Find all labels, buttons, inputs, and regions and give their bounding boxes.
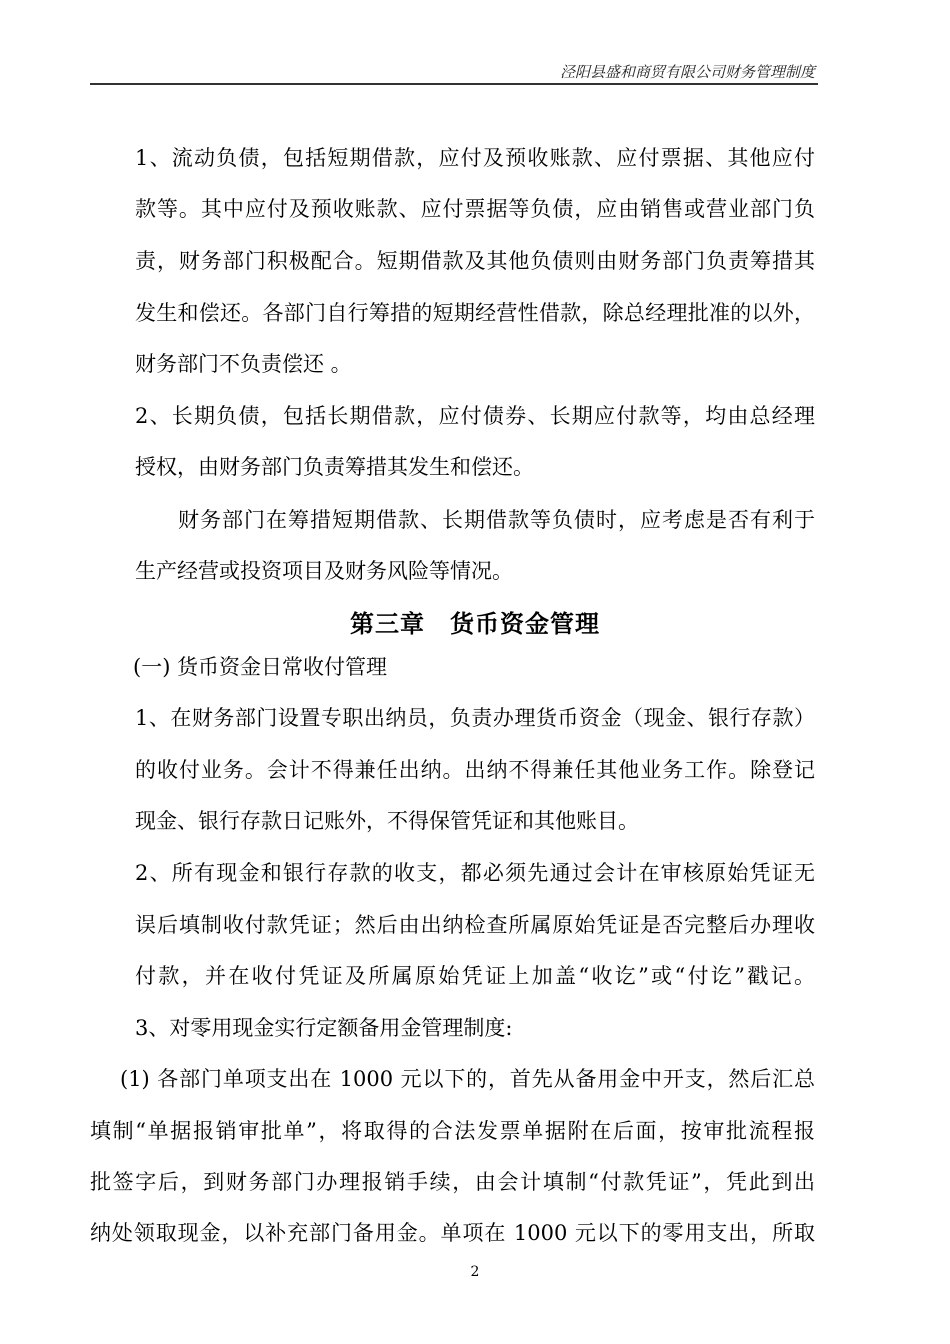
body-line: 2、长期负债，包括长期借款，应付债券、长期应付款等，均由总经理: [135, 404, 815, 428]
body-line: 款等。其中应付及预收账款、应付票据等负债，应由销售或营业部门负: [135, 197, 815, 221]
page-number: 2: [470, 1264, 480, 1280]
body-line: 责，财务部门积极配合。短期借款及其他负债则由财务部门负责筹措其: [135, 249, 815, 273]
body-line: (1) 各部门单项支出在 1000 元以下的，首先从备用金中开支，然后汇总: [120, 1067, 815, 1091]
running-header: 泾阳县盛和商贸有限公司财务管理制度: [559, 63, 815, 81]
body-line: 批签字后，到财务部门办理报销手续，由会计填制“付款凭证”，凭此到出: [90, 1170, 815, 1194]
section-heading: (一) 货币资金日常收付管理: [133, 655, 388, 679]
body-line: 2、所有现金和银行存款的收支，都必须先通过会计在审核原始凭证无: [135, 861, 815, 885]
body-line: 1、在财务部门设置专职出纳员，负责办理货币资金（现金、银行存款）: [135, 706, 815, 730]
body-line: 发生和偿还。各部门自行筹措的短期经营性借款，除总经理批准的以外，: [135, 301, 815, 325]
body-line: 填制“单据报销审批单”，将取得的合法发票单据附在后面，按审批流程报: [90, 1119, 815, 1143]
body-line: 财务部门不负责偿还 。: [135, 352, 352, 376]
body-line: 现金、银行存款日记账外，不得保管凭证和其他账目。: [135, 809, 639, 833]
header-rule: [90, 83, 818, 85]
body-line: 1、流动负债，包括短期借款，应付及预收账款、应付票据、其他应付: [135, 146, 815, 170]
body-line: 纳处领取现金，以补充部门备用金。单项在 1000 元以下的零用支出，所取: [90, 1221, 815, 1245]
body-line: 生产经营或投资项目及财务风险等情况。: [135, 559, 513, 583]
body-line: 付款，并在收付凭证及所属原始凭证上加盖“收讫”或“付讫”戳记。: [135, 964, 815, 988]
body-line: 3、对零用现金实行定额备用金管理制度:: [135, 1016, 513, 1040]
body-line: 误后填制收付款凭证；然后由出纳检查所属原始凭证是否完整后办理收: [135, 913, 815, 937]
body-line: 授权，由财务部门负责筹措其发生和偿还。: [135, 455, 534, 479]
body-line: 财务部门在筹措短期借款、长期借款等负债时，应考虑是否有利于: [178, 508, 815, 532]
body-line: 的收付业务。会计不得兼任出纳。出纳不得兼任其他业务工作。除登记: [135, 758, 815, 782]
chapter-heading: 第三章 货币资金管理: [350, 609, 600, 638]
